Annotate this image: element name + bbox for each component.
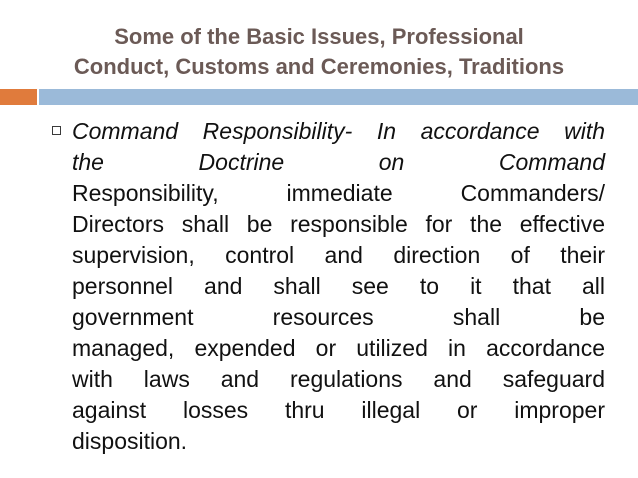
hollow-square-bullet-icon — [52, 126, 61, 135]
bullet-text — [72, 116, 605, 457]
slide-title — [30, 22, 608, 82]
body-line-5: supervision, control and direction of their — [72, 242, 605, 268]
body-line-4: Directors shall be responsible for the effective — [72, 211, 605, 237]
accent-bar-blue — [39, 89, 638, 105]
body-line-1: Command Responsibility- In accordance with — [72, 118, 605, 144]
body-line-3: Responsibility, immediate Commanders/ — [72, 180, 605, 206]
body-line-7: government resources shall be — [72, 304, 605, 330]
body-line-6: personnel and shall see to it that all — [72, 273, 605, 299]
body-line-9: with laws and regulations and safeguard — [72, 366, 605, 392]
body-line-11: disposition. — [72, 428, 188, 454]
body-line-8: managed, expended or utilized in accordance — [72, 335, 605, 361]
slide-title-line-2: Conduct, Customs and Ceremonies, Traditions — [73, 54, 565, 79]
slide-title-line-1: Some of the Basic Issues, Professional — [114, 24, 524, 49]
accent-bar-orange — [0, 89, 37, 105]
body-line-10: against losses thru illegal or improper — [72, 397, 605, 423]
body-line-2: the Doctrine on Command — [72, 149, 605, 175]
